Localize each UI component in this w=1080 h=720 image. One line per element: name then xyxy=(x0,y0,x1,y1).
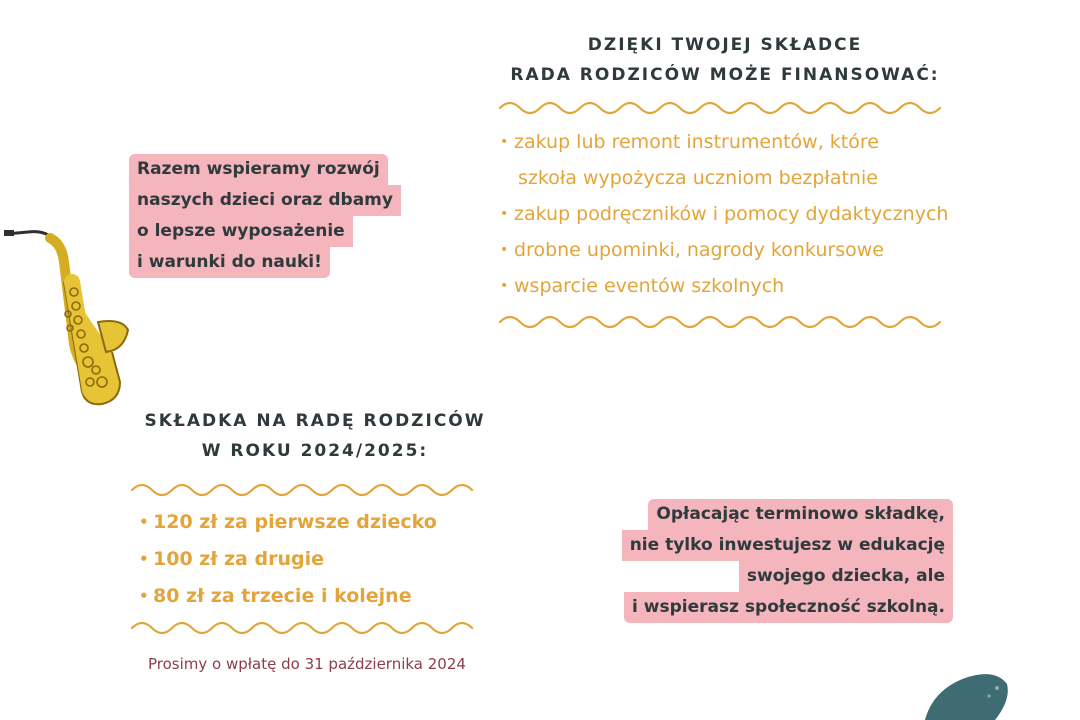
fee-item xyxy=(139,541,437,578)
benefit-item xyxy=(500,124,948,160)
benefits-heading xyxy=(500,30,950,90)
support-note-line: Razem wspieramy rozwój xyxy=(129,154,388,185)
fee-item-text: 80 zł za trzecie i kolejne xyxy=(153,585,412,607)
benefit-item-text: drobne upominki, nagrody konkursowe xyxy=(514,239,884,261)
benefit-item xyxy=(500,160,948,196)
saxophone-icon xyxy=(2,222,132,412)
wave-divider-benefits-bottom xyxy=(498,310,948,334)
benefit-item-text: zakup podręczników i pomocy dydaktycznych xyxy=(514,203,949,225)
payment-deadline: Prosimy o wpłatę do 31 października 2024 xyxy=(148,655,466,673)
benefits-heading-line2: RADA RODZICÓW MOŻE FINANSOWAĆ: xyxy=(510,65,940,85)
bullet-icon: • xyxy=(500,134,509,150)
support-note xyxy=(129,154,401,278)
invest-note xyxy=(560,499,953,623)
fee-item xyxy=(139,578,437,615)
fee-heading-line2: W ROKU 2024/2025: xyxy=(201,441,429,461)
fee-heading xyxy=(130,406,500,466)
invest-note-line: nie tylko inwestujesz w edukację xyxy=(622,530,953,561)
benefit-item-text: szkoła wypożycza uczniom bezpłatnie xyxy=(518,167,878,189)
benefits-list xyxy=(500,124,948,304)
wave-divider-fee-top xyxy=(130,478,486,502)
fee-item xyxy=(139,504,437,541)
wave-divider-benefits-top xyxy=(498,96,948,120)
bullet-icon: • xyxy=(139,513,149,531)
benefit-item xyxy=(500,232,948,268)
benefit-item-text: wsparcie eventów szkolnych xyxy=(514,275,785,297)
fee-item-text: 120 zł za pierwsze dziecko xyxy=(153,511,437,533)
bullet-icon: • xyxy=(500,278,509,294)
fee-heading-line1: SKŁADKA NA RADĘ RODZICÓW xyxy=(144,411,486,431)
support-note-line: naszych dzieci oraz dbamy xyxy=(129,185,401,216)
bullet-icon: • xyxy=(500,242,509,258)
wave-divider-fee-bottom xyxy=(130,616,486,640)
invest-note-line: swojego dziecka, ale xyxy=(739,561,953,592)
benefit-item xyxy=(500,268,948,304)
fee-item-text: 100 zł za drugie xyxy=(153,548,324,570)
bullet-icon: • xyxy=(500,206,509,222)
invest-note-line: i wspierasz społeczność szkolną. xyxy=(624,592,953,623)
bullet-icon: • xyxy=(139,550,149,568)
fee-list xyxy=(139,504,437,615)
support-note-line: o lepsze wyposażenie xyxy=(129,216,353,247)
benefit-item-text: zakup lub remont instrumentów, które xyxy=(514,131,879,153)
decorative-blob xyxy=(915,670,1010,720)
benefit-item xyxy=(500,196,948,232)
invest-note-line: Opłacając terminowo składkę, xyxy=(648,499,953,530)
support-note-line: i warunki do nauki! xyxy=(129,247,330,278)
benefits-heading-line1: DZIĘKI TWOJEJ SKŁADCE xyxy=(587,35,863,55)
bullet-icon: • xyxy=(139,587,149,605)
